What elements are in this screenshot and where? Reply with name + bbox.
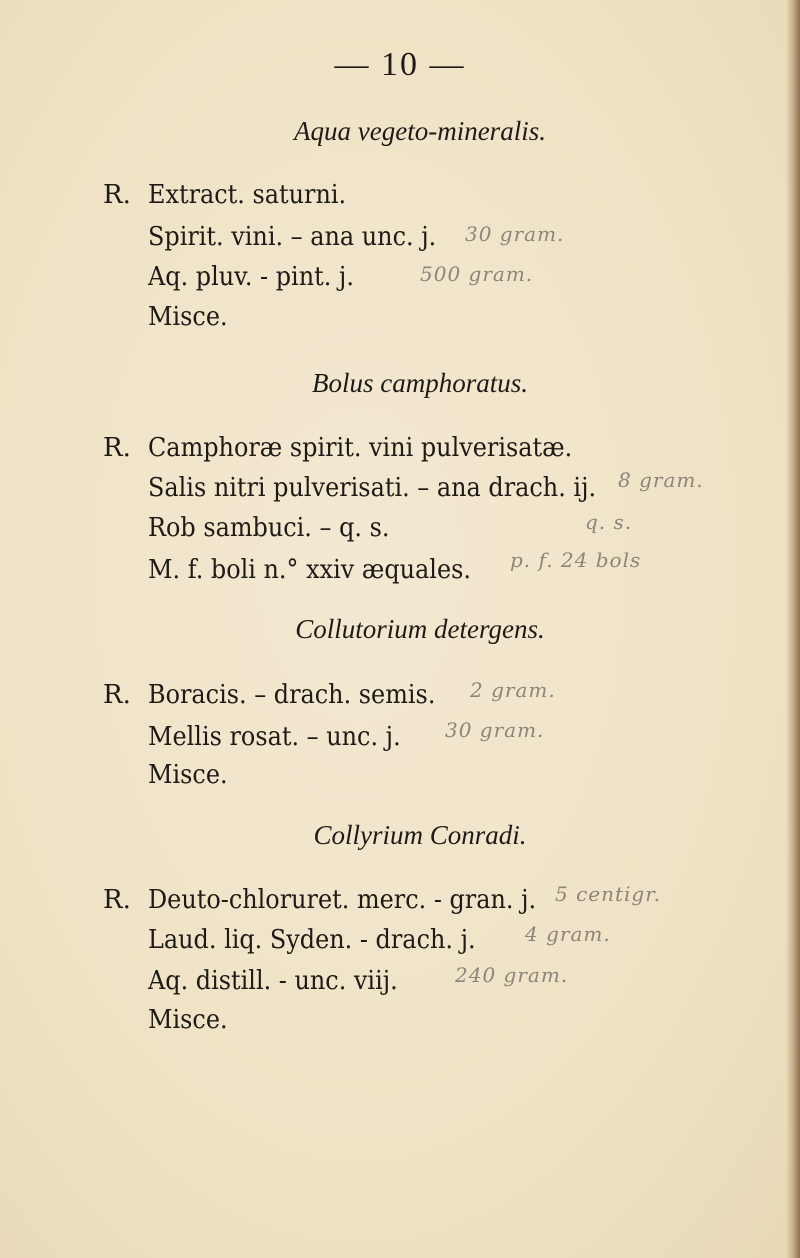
ingredient-line: Rob sambuci. – q. s.: [148, 513, 390, 543]
handwritten-note: 2 gram.: [470, 678, 556, 702]
handwritten-note: 30 gram.: [445, 718, 545, 742]
ingredient-line: Spirit. vini. – ana unc. j.: [148, 222, 437, 252]
section-title: Aqua vegeto-mineralis.: [294, 116, 546, 146]
recipe-symbol: R.: [103, 885, 131, 915]
ingredient-line: Aq. distill. - unc. viij.: [148, 966, 398, 996]
recipe-symbol: R.: [103, 680, 131, 710]
recipe-symbol: R.: [103, 180, 131, 210]
ingredient-line: Misce.: [148, 760, 228, 790]
handwritten-note: 4 gram.: [525, 922, 611, 946]
section-title: Collyrium Conradi.: [313, 820, 527, 850]
page-number: — 10 —: [334, 46, 466, 83]
section-title: Bolus camphoratus.: [312, 368, 528, 398]
handwritten-note: q. s.: [585, 510, 633, 534]
ingredient-line: Salis nitri pulverisati. – ana drach. ij.: [148, 473, 597, 503]
handwritten-note: 500 gram.: [420, 262, 534, 286]
ingredient-line: Misce.: [148, 302, 228, 332]
handwritten-note: p. f. 24 bols: [510, 548, 642, 572]
handwritten-note: 240 gram.: [455, 963, 569, 987]
ingredient-line: Deuto-chloruret. merc. - gran. j.: [148, 885, 537, 915]
ingredient-line: Mellis rosat. – unc. j.: [148, 722, 401, 752]
handwritten-note: 8 gram.: [618, 468, 704, 492]
ingredient-line: Laud. liq. Syden. - drach. j.: [148, 925, 476, 955]
ingredient-line: Extract. saturni.: [148, 180, 347, 210]
recipe-symbol: R.: [103, 433, 131, 463]
ingredient-line: Camphoræ spirit. vini pulverisatæ.: [148, 433, 573, 463]
handwritten-note: 5 centigr.: [555, 882, 661, 906]
ingredient-line: M. f. boli n.° xxiv æquales.: [148, 555, 471, 585]
ingredient-line: Boracis. – drach. semis.: [148, 680, 436, 710]
ingredient-line: Aq. pluv. - pint. j.: [148, 262, 354, 292]
section-title: Collutorium detergens.: [295, 614, 545, 644]
ingredient-line: Misce.: [148, 1005, 228, 1035]
handwritten-note: 30 gram.: [465, 222, 565, 246]
